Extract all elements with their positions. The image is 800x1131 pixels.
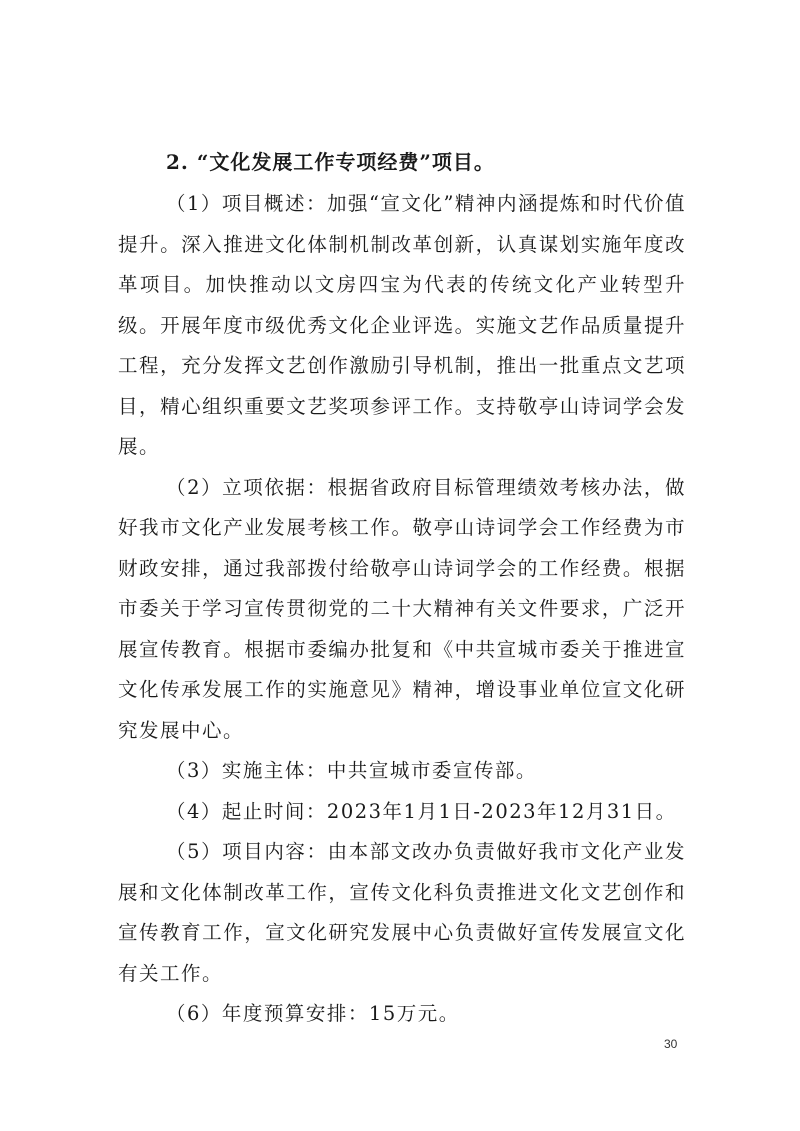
section-heading: 2. “文化发展工作专项经费”项目。 xyxy=(166,150,495,174)
paragraph-implementer: （3）实施主体：中共宣城市委宣传部。 xyxy=(166,759,537,782)
document-body xyxy=(118,140,686,1035)
paragraph-content: （5）项目内容：由本部文改办负责做好我市文化产业发展和文化体制改革工作，宣传文化科负责推进文化文艺创作和宣传教育工作，宣文化研究发展中心负责做好宣传发展宣文化有关工作。 xyxy=(118,840,686,985)
page-number: 30 xyxy=(664,1037,678,1051)
paragraph-basis: （2）立项依据：根据省政府目标管理绩效考核办法，做好我市文化产业发展考核工作。敬亭山诗词学会工作经费为市财政安排，通过我部拨付给敬亭山诗词学会的工作经费。根据市委关于学习宣传贯彻党的二十大精神有关文件要求，广泛开展宣传教育。根据市委编办批复和《中共宣城市委关于推进宣文化传承发展工作的实施意见》精神，增设事业单位宣文化研究发展中心。 xyxy=(118,475,686,742)
paragraph-period: （4）起止时间：2023年1月1日-2023年12月31日。 xyxy=(166,799,677,823)
paragraph-overview: （1）项目概述：加强“宣文化”精神内涵提炼和时代价值提升。深入推进文化体制机制改革创新，认真谋划实施年度改革项目。加快推动以文房四宝为代表的传统文化产业转型升级。开展年度市级优秀文化企业评选。实施文艺作品质量提升工程，充分发挥文艺创作激励引导机制，推出一批重点文艺项目，精心组织重要文艺奖项参评工作。支持敬亭山诗词学会发展。 xyxy=(118,192,686,458)
paragraph-budget: （6）年度预算安排：15万元。 xyxy=(166,1002,460,1025)
